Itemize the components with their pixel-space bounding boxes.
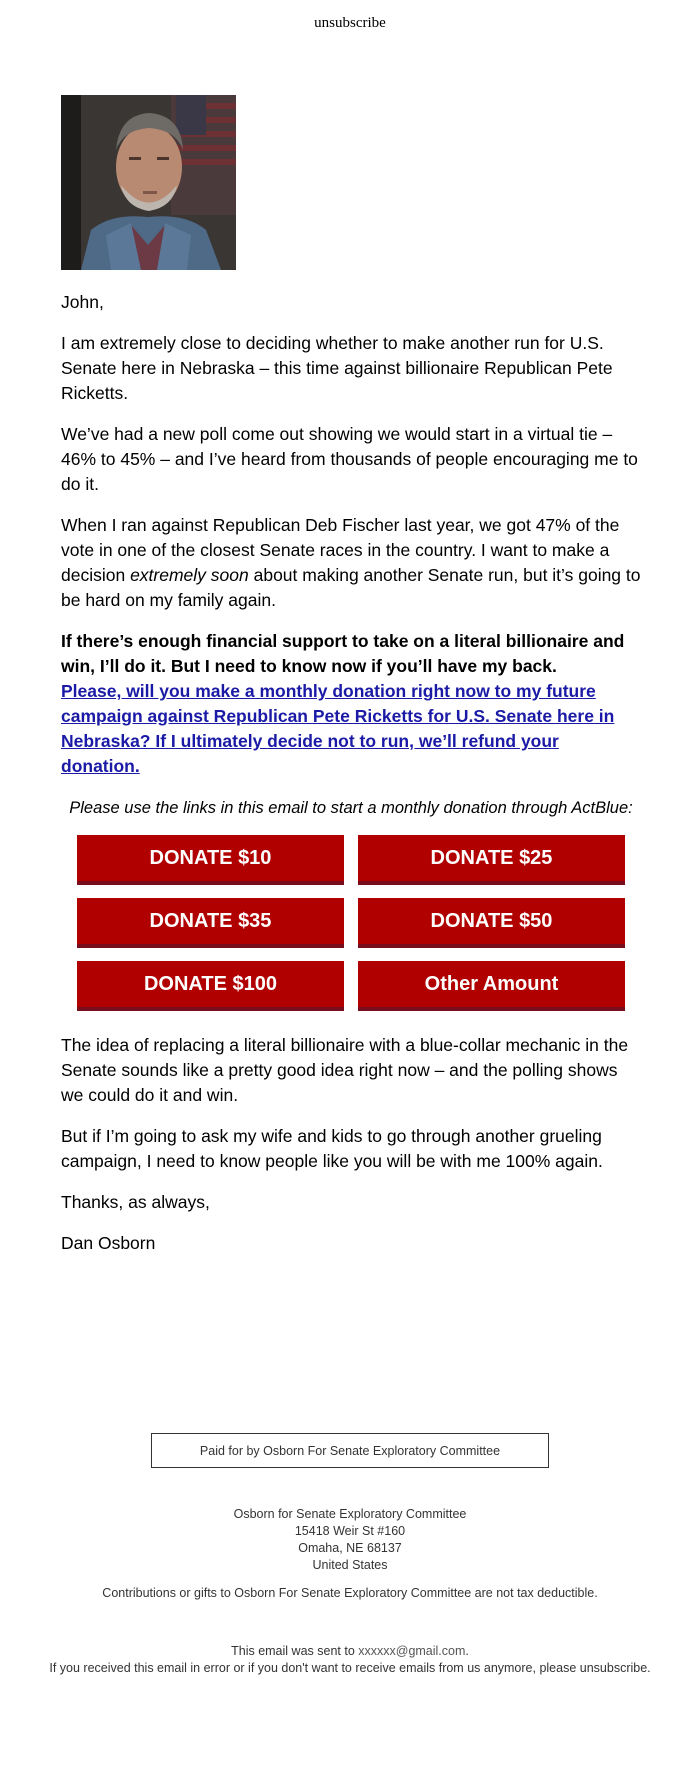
- email-body: [61, 95, 641, 1256]
- paragraph-3: [61, 513, 641, 613]
- sent-notice: [0, 1643, 700, 1677]
- other-amount-button[interactable]: Other Amount: [358, 961, 625, 1011]
- donate-link[interactable]: Please, will you make a monthly donation right now to my future campaign against Republican Pete Ricketts for U.S. Senate here in Nebraska? If I ultimately decide not to run, we’ll refund your donation.: [61, 681, 615, 776]
- unsubscribe-header: [0, 15, 700, 32]
- donate-35-button[interactable]: DONATE $35: [77, 898, 344, 948]
- paragraph-3-end: about making another Senate run, but it’s going to be hard on my family again.: [61, 565, 641, 610]
- sent-prefix: This email was sent to: [231, 1644, 359, 1658]
- donate-note: Please use the links in this email to start a monthly donation through ActBlue:: [69, 799, 633, 817]
- footer-org: Osborn for Senate Exploratory Committee: [233, 1507, 467, 1521]
- unsubscribe-footer-line[interactable]: If you received this email in error or if you don't want to receive emails from us anymore, please unsubscribe.: [49, 1661, 651, 1675]
- donate-10-button[interactable]: DONATE $10: [77, 835, 344, 885]
- paragraph-3-start: When I ran against Republican Deb Fischer last year, we got 47% of the vote in one of the closest Senate races in the country. I want to make a decision: [61, 515, 620, 585]
- paid-for-disclaimer: Paid for by Osborn For Senate Exploratory Committee: [151, 1433, 549, 1468]
- tax-notice: Contributions or gifts to Osborn For Senate Exploratory Committee are not tax deductible.: [102, 1586, 598, 1600]
- candidate-photo: [61, 95, 236, 270]
- paragraph-1: I am extremely close to deciding whether to make another run for U.S. Senate here in Nebraska – this time against billionaire Republican Pete Ricketts.: [61, 333, 613, 403]
- donate-25-button[interactable]: DONATE $25: [358, 835, 625, 885]
- footer-street: 15418 Weir St #160: [294, 1524, 406, 1538]
- appeal-bold-text: If there’s enough financial support to take on a literal billionaire and win, I’ll do it. But I need to know now if you’ll have my back.: [61, 631, 625, 676]
- unsubscribe-link[interactable]: unsubscribe: [314, 15, 386, 31]
- greeting: John,: [61, 292, 104, 312]
- paragraph-2: We’ve had a new poll come out showing we would start in a virtual tie – 46% to 45% – and I’ve heard from thousands of people encouraging me to do it.: [61, 424, 638, 494]
- sent-line: [0, 1643, 700, 1660]
- paragraph-5: But if I’m going to ask my wife and kids to go through another grueling campaign, I need to know people like you will be with me 100% again.: [61, 1126, 603, 1171]
- paragraph-4: The idea of replacing a literal billionaire with a blue-collar mechanic in the Senate sounds like a pretty good idea right now – and the polling shows we could do it and win.: [61, 1035, 629, 1105]
- sent-email: xxxxxx@gmail.com: [358, 1644, 466, 1658]
- donate-100-button[interactable]: DONATE $100: [77, 961, 344, 1011]
- signature: Dan Osborn: [61, 1233, 156, 1253]
- donate-50-button[interactable]: DONATE $50: [358, 898, 625, 948]
- closing: Thanks, as always,: [61, 1192, 210, 1212]
- appeal-paragraph: [61, 629, 641, 779]
- footer-country: United States: [312, 1558, 388, 1572]
- paragraph-3-emphasis: extremely soon: [130, 565, 249, 585]
- sent-suffix: .: [465, 1644, 469, 1658]
- footer-address: [0, 1506, 700, 1574]
- donate-buttons-grid: [77, 835, 625, 1011]
- footer-city: Omaha, NE 68137: [298, 1541, 402, 1555]
